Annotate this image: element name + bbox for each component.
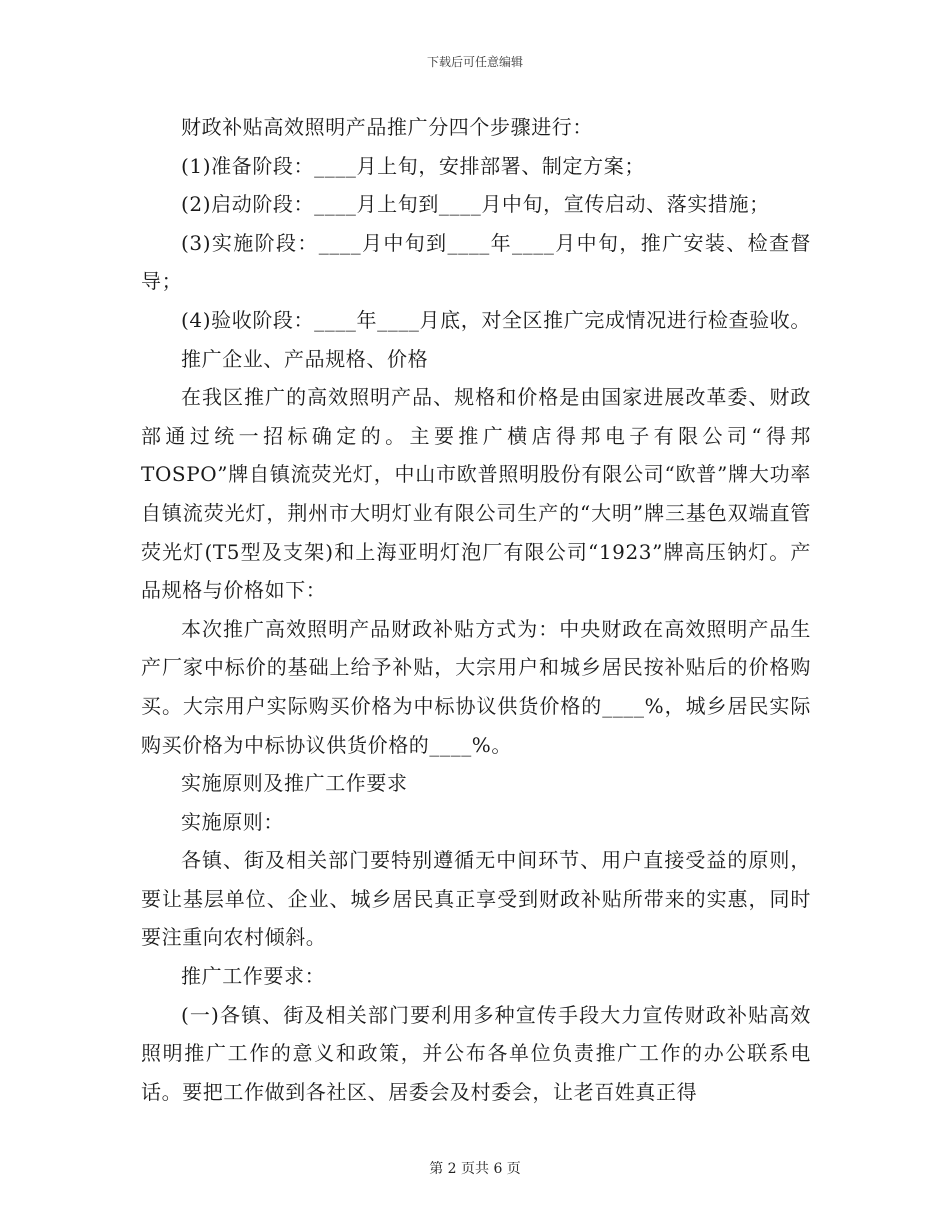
- paragraph-step-4: (4)验收阶段：____年____月底，对全区推广完成情况进行检查验收。: [181, 307, 811, 332]
- heading-enterprises: 推广企业、产品规格、价格: [181, 346, 429, 371]
- paragraph-intro: 财政补贴高效照明产品推广分四个步骤进行：: [181, 115, 593, 139]
- subheading-requirements: 推广工作要求：: [181, 964, 326, 989]
- page-number-footer: 第 2 页共 6 页: [429, 1161, 521, 1177]
- subheading-principles: 实施原则：: [181, 809, 284, 834]
- paragraph-subsidy: 本次推广高效照明产品财政补贴方式为：中央财政在高效照明产品生产厂家中标价的基础上给予补贴，大宗用户和城乡居民按补贴后的价格购买。大宗用户实际购买价格为中标协议供货价格的____%，城乡居民实际购买价格为中标协议供货价格的____%。: [141, 616, 811, 757]
- heading-principles: 实施原则及推广工作要求: [181, 771, 408, 796]
- document-body: [141, 108, 811, 1111]
- paragraph-products: 在我区推广的高效照明产品、规格和价格是由国家进展改革委、财政部通过统一招标确定的。主要推广横店得邦电子有限公司“得邦TOSPO”牌自镇流荧光灯，中山市欧普照明股份有限公司“欧普”牌大功率自镇流荧光灯，荆州市大明灯业有限公司生产的“大明”牌三基色双端直管荧光灯(T5型及支架)和上海亚明灯泡厂有限公司“1923”牌高压钠灯。产品规格与价格如下：: [141, 385, 811, 603]
- paragraph-step-2: (2)启动阶段：____月上旬到____月中旬，宣传启动、落实措施；: [181, 192, 770, 217]
- page-header-note: 下载后可任意编辑: [426, 55, 523, 69]
- paragraph-requirement-1: (一)各镇、街及相关部门要利用多种宣传手段大力宣传财政补贴高效照明推广工作的意义和政策，并公布各单位负责推广工作的办公联系电话。要把工作做到各社区、居委会及村委会，让老百姓真正得: [141, 1002, 811, 1104]
- paragraph-principles: 各镇、街及相关部门要特别遵循无中间环节、用户直接受益的原则，要让基层单位、企业、城乡居民真正享受到财政补贴所带来的实惠，同时要注重向农村倾斜。: [141, 848, 811, 950]
- paragraph-step-1: (1)准备阶段：____月上旬，安排部署、制定方案；: [181, 153, 645, 178]
- paragraph-step-3: (3)实施阶段：____月中旬到____年____月中旬，推广安装、检查督导；: [141, 230, 811, 294]
